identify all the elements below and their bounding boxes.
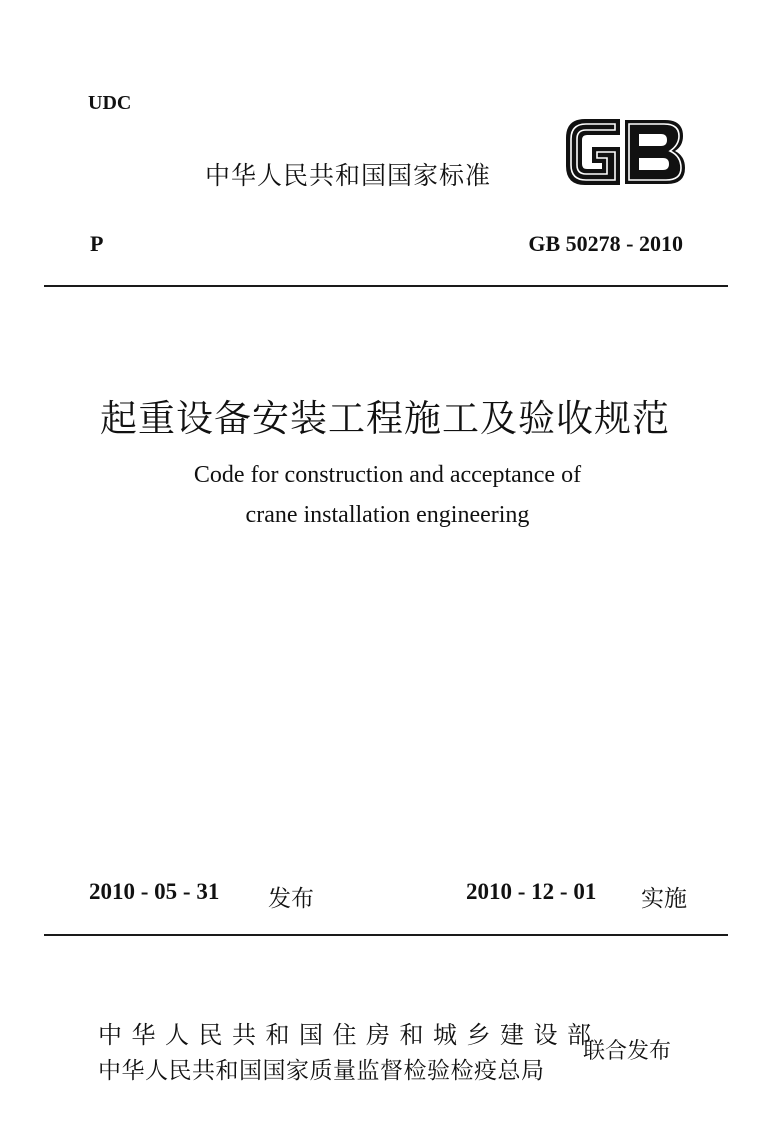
classification-code: P (90, 231, 104, 256)
title-english-line2: crane installation engineering (245, 502, 530, 528)
standard-type: 中华人民共和国国家标准 (205, 161, 492, 190)
issue-label: 发布 (268, 886, 314, 912)
publisher-line2: 中华人民共和国国家质量监督检验检疫总局 (98, 1058, 545, 1084)
title-chinese: 起重设备安装工程施工及验收规范 (100, 399, 670, 440)
implement-label: 实施 (641, 886, 687, 912)
implement-date: 2010 - 12 - 01 (466, 879, 597, 904)
udc-label: UDC (88, 92, 132, 114)
standard-code: GB 50278 - 2010 (528, 231, 683, 256)
publisher-line1: 中华人民共和国住房和城乡建设部 (98, 1021, 601, 1049)
bottom-divider (44, 934, 728, 936)
joint-publication-label: 联合发布 (583, 1039, 672, 1064)
title-english-line1: Code for construction and acceptance of (193, 462, 582, 488)
top-divider (44, 285, 728, 287)
gb-logo (561, 114, 689, 190)
issue-date: 2010 - 05 - 31 (89, 879, 220, 904)
